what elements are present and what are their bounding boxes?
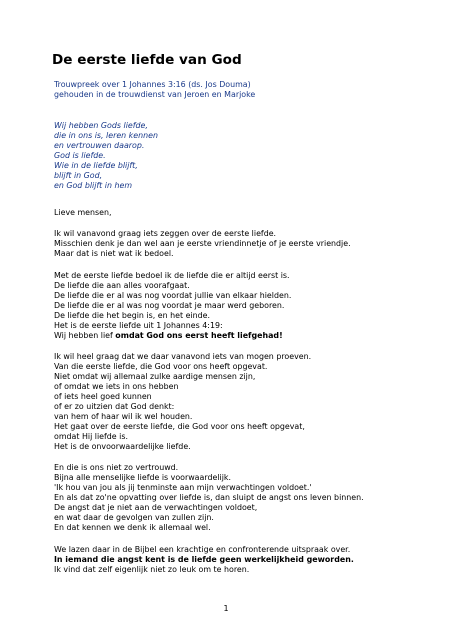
paragraph-line: omdat Hij liefde is. bbox=[54, 432, 128, 442]
paragraph-line: De angst dat je niet aan de verwachtingen voldoet, bbox=[54, 503, 258, 513]
paragraph-line-mixed bbox=[54, 331, 291, 341]
bible-verse-poem bbox=[54, 121, 158, 191]
subtitle-line: Trouwpreek over 1 Johannes 3:16 (ds. Jos Douma) bbox=[54, 80, 251, 89]
greeting-line: Lieve mensen, bbox=[54, 208, 112, 217]
paragraph-line: De liefde die er al was nog voordat jullie van elkaar hielden. bbox=[54, 291, 292, 301]
poem-line: blijft in God, bbox=[54, 171, 103, 181]
greeting bbox=[54, 208, 112, 218]
paragraph-line: Ik vind dat zelf eigenlijk niet zo leuk om te horen. bbox=[54, 565, 250, 575]
paragraph-line: Misschien denk je dan wel aan je eerste vriendinnetje of je eerste vriendje. bbox=[54, 239, 351, 249]
paragraph-line: De liefde die er al was nog voordat je maar werd geboren. bbox=[54, 301, 285, 311]
paragraph-line: van hem of haar wil ik wel houden. bbox=[54, 412, 193, 422]
paragraph-line: Maar dat is niet wat ik bedoel. bbox=[54, 249, 174, 259]
poem-line: Wie in de liefde blijft, bbox=[54, 161, 138, 171]
paragraph-line: En als dat zo'ne opvatting over liefde is, dan sluipt de angst ons leven binnen. bbox=[54, 493, 364, 503]
paragraph-line: Het is de eerste liefde uit 1 Johannes 4:19: bbox=[54, 321, 223, 331]
paragraph-line: We lazen daar in de Bijbel een krachtige en confronterende uitspraak over. bbox=[54, 545, 351, 554]
paragraph-line: 'Ik hou van jou als jij tenminste aan mijn verwachtingen voldoet.' bbox=[54, 483, 312, 493]
bold-text: omdat God ons eerst heeft liefgehad! bbox=[115, 331, 283, 341]
paragraph-line: De liefde die het begin is, en het einde. bbox=[54, 311, 210, 321]
paragraph-line: Met de eerste liefde bedoel ik de liefde die er altijd eerst is. bbox=[54, 271, 290, 280]
paragraph-line: Niet omdat wij allemaal zulke aardige mensen zijn, bbox=[54, 372, 256, 382]
paragraph-line: en wat daar de gevolgen van zullen zijn. bbox=[54, 513, 214, 523]
paragraph-line: Van die eerste liefde, die God voor ons heeft opgevat. bbox=[54, 362, 268, 372]
subtitle-line: gehouden in de trouwdienst van Jeroen en Marjoke bbox=[54, 90, 256, 100]
paragraph-2 bbox=[54, 271, 291, 341]
paragraph-4 bbox=[54, 463, 364, 533]
poem-line: God is liefde. bbox=[54, 151, 106, 161]
page-number: 1 bbox=[223, 604, 229, 613]
poem-line: en God blijft in hem bbox=[54, 181, 133, 191]
paragraph-line: of omdat we iets in ons hebben bbox=[54, 382, 179, 392]
plain-text: Wij hebben lief bbox=[54, 331, 116, 341]
paragraph-line: Het gaat over de eerste liefde, die God voor ons heeft opgevat, bbox=[54, 422, 305, 432]
paragraph-line: De liefde die aan alles voorafgaat. bbox=[54, 281, 190, 291]
poem-line: Wij hebben Gods liefde, bbox=[54, 121, 148, 130]
paragraph-line: Ik wil heel graag dat we daar vanavond iets van mogen proeven. bbox=[54, 352, 312, 361]
paragraph-5 bbox=[54, 545, 354, 575]
paragraph-line: En dat kennen we denk ik allemaal wel. bbox=[54, 523, 211, 533]
paragraph-1 bbox=[54, 229, 351, 259]
paragraph-line: of iets heel goed kunnen bbox=[54, 392, 152, 402]
paragraph-3 bbox=[54, 352, 311, 452]
paragraph-line: Bijna alle menselijke liefde is voorwaardelijk. bbox=[54, 473, 231, 483]
paragraph-line: Het is de onvoorwaardelijke liefde. bbox=[54, 442, 191, 452]
paragraph-line: of er zo uitzien dat God denkt: bbox=[54, 402, 175, 412]
sermon-subtitle bbox=[54, 80, 255, 100]
paragraph-line: Ik wil vanavond graag iets zeggen over de eerste liefde. bbox=[54, 229, 277, 238]
paragraph-line: En die is ons niet zo vertrouwd. bbox=[54, 463, 179, 472]
document-title: De eerste liefde van God bbox=[52, 52, 242, 68]
paragraph-line-bold: In iemand die angst kent is de liefde geen werkelijkheid geworden. bbox=[54, 555, 354, 565]
poem-line: en vertrouwen daarop. bbox=[54, 141, 145, 151]
poem-line: die in ons is, leren kennen bbox=[54, 131, 158, 141]
